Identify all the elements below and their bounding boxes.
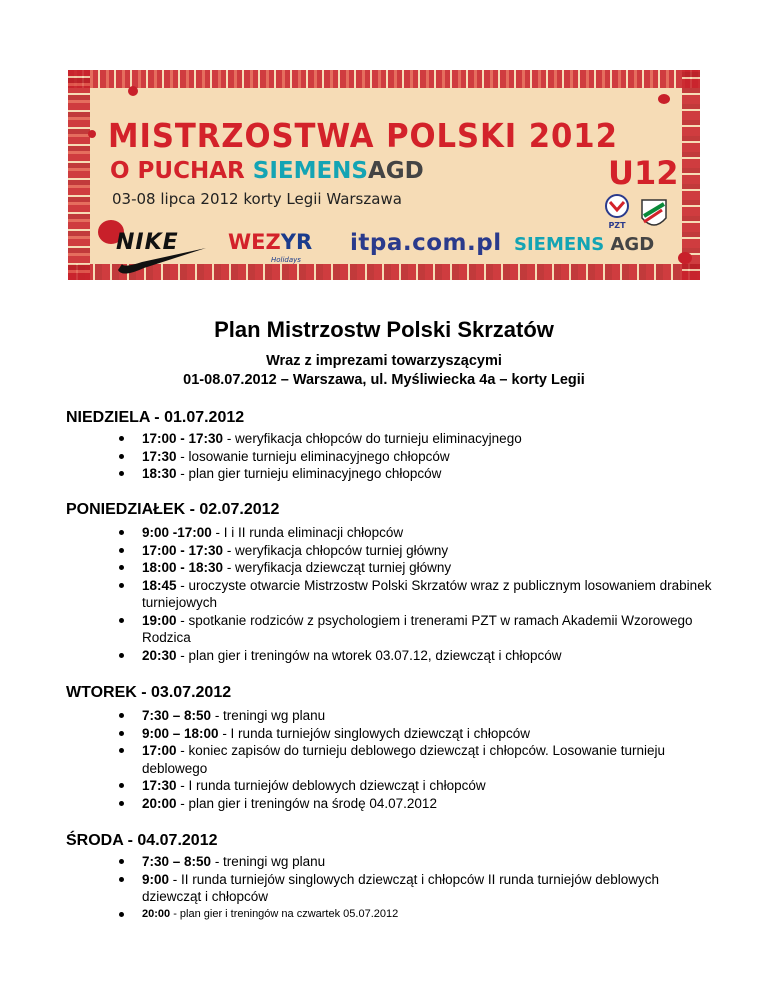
event-banner xyxy=(68,70,700,280)
banner-border-left xyxy=(68,70,90,280)
item-time: 17:00 - 17:30 xyxy=(142,431,224,446)
item-time: 7:30 – 8:50 xyxy=(142,854,212,869)
wezyr-logo-part2: YR xyxy=(280,230,313,254)
siemens-agd-logo xyxy=(514,234,654,255)
day-heading-monday: PONIEDZIAŁEK - 02.07.2012 xyxy=(66,501,280,518)
item-time: 20:00 xyxy=(142,795,177,811)
schedule-item xyxy=(142,524,712,542)
item-time: 7:30 – 8:50 xyxy=(142,708,212,723)
item-time: 19:00 xyxy=(142,612,177,628)
itpa-logo: itpa.com.pl xyxy=(350,230,502,256)
paint-splatter xyxy=(88,130,96,138)
item-time: 18:30 xyxy=(142,466,177,481)
schedule-item xyxy=(142,430,712,448)
item-text: - koniec zapisów do turnieju deblowego dziewcząt i chłopców. Losowanie turnieju deblowego xyxy=(142,743,666,776)
schedule-item xyxy=(142,906,712,924)
item-time: 17:00 xyxy=(142,743,177,758)
item-text: - I runda turniejów deblowych dziewcząt i chłopców xyxy=(176,778,486,793)
schedule-item xyxy=(142,725,712,743)
wezyr-holidays: Holidays xyxy=(271,256,301,264)
item-time: 18:00 - 18:30 xyxy=(142,560,224,575)
nike-logo: NIKE xyxy=(116,230,179,255)
banner-cup-line xyxy=(110,158,424,184)
wezyr-logo xyxy=(228,230,312,254)
schedule-item xyxy=(142,647,712,665)
item-text: - uroczyste otwarcie Mistrzostw Polski Skrzatów wraz z publicznym losowaniem drabinek turniejowych xyxy=(142,577,712,610)
schedule-item xyxy=(142,707,712,725)
item-text: - treningi wg planu xyxy=(211,854,326,869)
schedule-item xyxy=(142,612,712,647)
schedule-item xyxy=(142,577,712,612)
schedule-item xyxy=(142,559,712,577)
banner-dates: 03-08 lipca 2012 korty Legii Warszawa xyxy=(112,190,402,208)
item-text: - plan gier turnieju eliminacyjnego chłopców xyxy=(176,466,442,481)
item-text: - I runda turniejów singlowych dziewcząt i chłopców xyxy=(218,725,530,741)
item-time: 9:00 xyxy=(142,871,170,887)
item-text: - weryfikacja dziewcząt turniej główny xyxy=(223,560,452,575)
day-heading-tuesday: WTOREK - 03.07.2012 xyxy=(66,684,232,701)
schedule-list-monday xyxy=(142,524,712,664)
day-heading-wednesday: ŚRODA - 04.07.2012 xyxy=(66,832,218,849)
schedule-list-wednesday xyxy=(142,853,712,923)
pzt-logo-icon xyxy=(600,192,634,230)
item-text: - plan gier i treningów na wtorek 03.07.12, dziewcząt i chłopców xyxy=(176,647,562,663)
schedule-item xyxy=(142,465,712,483)
schedule-item xyxy=(142,742,712,777)
item-time: 17:30 xyxy=(142,778,177,793)
page-subtitle: Wraz z imprezami towarzyszącymi xyxy=(266,353,502,369)
schedule-item xyxy=(142,795,712,813)
schedule-item xyxy=(142,542,712,560)
schedule-item xyxy=(142,777,712,795)
cup-prefix: O PUCHAR xyxy=(110,158,245,184)
schedule-item xyxy=(142,853,712,871)
page-subtitle-dates: 01-08.07.2012 – Warszawa, ul. Myśliwiecka 4a – korty Legii xyxy=(183,372,585,388)
item-time: 17:30 xyxy=(142,448,177,464)
item-text: - weryfikacja chłopców turniej główny xyxy=(223,542,449,558)
day-heading-sunday: NIEDZIELA - 01.07.2012 xyxy=(66,409,245,426)
item-time: 17:00 - 17:30 xyxy=(142,542,224,558)
item-text: - weryfikacja chłopców do turnieju eliminacyjnego xyxy=(223,431,522,446)
pzt-logo-label: PZT xyxy=(608,221,626,230)
legia-crest-icon xyxy=(640,198,668,232)
schedule-item xyxy=(142,871,712,906)
cup-siemens: SIEMENS xyxy=(252,158,368,184)
item-text: - spotkanie rodziców z psychologiem i trenerami PZT w ramach Akademii Wzorowego Rodzica xyxy=(142,612,693,645)
page-title: Plan Mistrzostw Polski Skrzatów xyxy=(214,317,554,342)
agd-logo-word: AGD xyxy=(610,234,655,255)
paint-splatter xyxy=(678,252,692,264)
schedule-list-tuesday xyxy=(142,707,712,812)
item-text: - II runda turniejów singlowych dziewcząt i chłopców II runda turniejów deblowych dziewcząt i chłopców xyxy=(142,871,660,904)
item-time: 9:00 – 18:00 xyxy=(142,725,219,741)
banner-border-top xyxy=(68,70,700,88)
schedule-item xyxy=(142,448,712,466)
banner-title: MISTRZOSTWA POLSKI 2012 xyxy=(108,116,618,155)
item-text: - losowanie turnieju eliminacyjnego chłopców xyxy=(176,448,450,464)
item-text: - I i II runda eliminacji chłopców xyxy=(211,525,404,540)
item-text: - plan gier i treningów na czwartek 05.07.2012 xyxy=(170,907,399,920)
wezyr-logo-part1: WEZ xyxy=(228,230,281,254)
item-time: 18:45 xyxy=(142,577,177,593)
cup-agd: AGD xyxy=(368,158,424,184)
item-text: - treningi wg planu xyxy=(211,708,326,723)
item-text: - plan gier i treningów na środę 04.07.2012 xyxy=(176,795,437,811)
paint-splatter xyxy=(128,86,138,96)
item-time: 9:00 -17:00 xyxy=(142,525,212,540)
item-time: 20:30 xyxy=(142,647,177,663)
paint-splatter xyxy=(658,94,670,104)
age-category: U12 xyxy=(608,154,679,192)
nike-swoosh-icon xyxy=(114,246,210,276)
schedule-list-sunday xyxy=(142,430,712,483)
siemens-logo-word: SIEMENS xyxy=(514,234,605,255)
banner-border-right xyxy=(682,70,700,280)
item-time: 20:00 xyxy=(142,907,171,920)
